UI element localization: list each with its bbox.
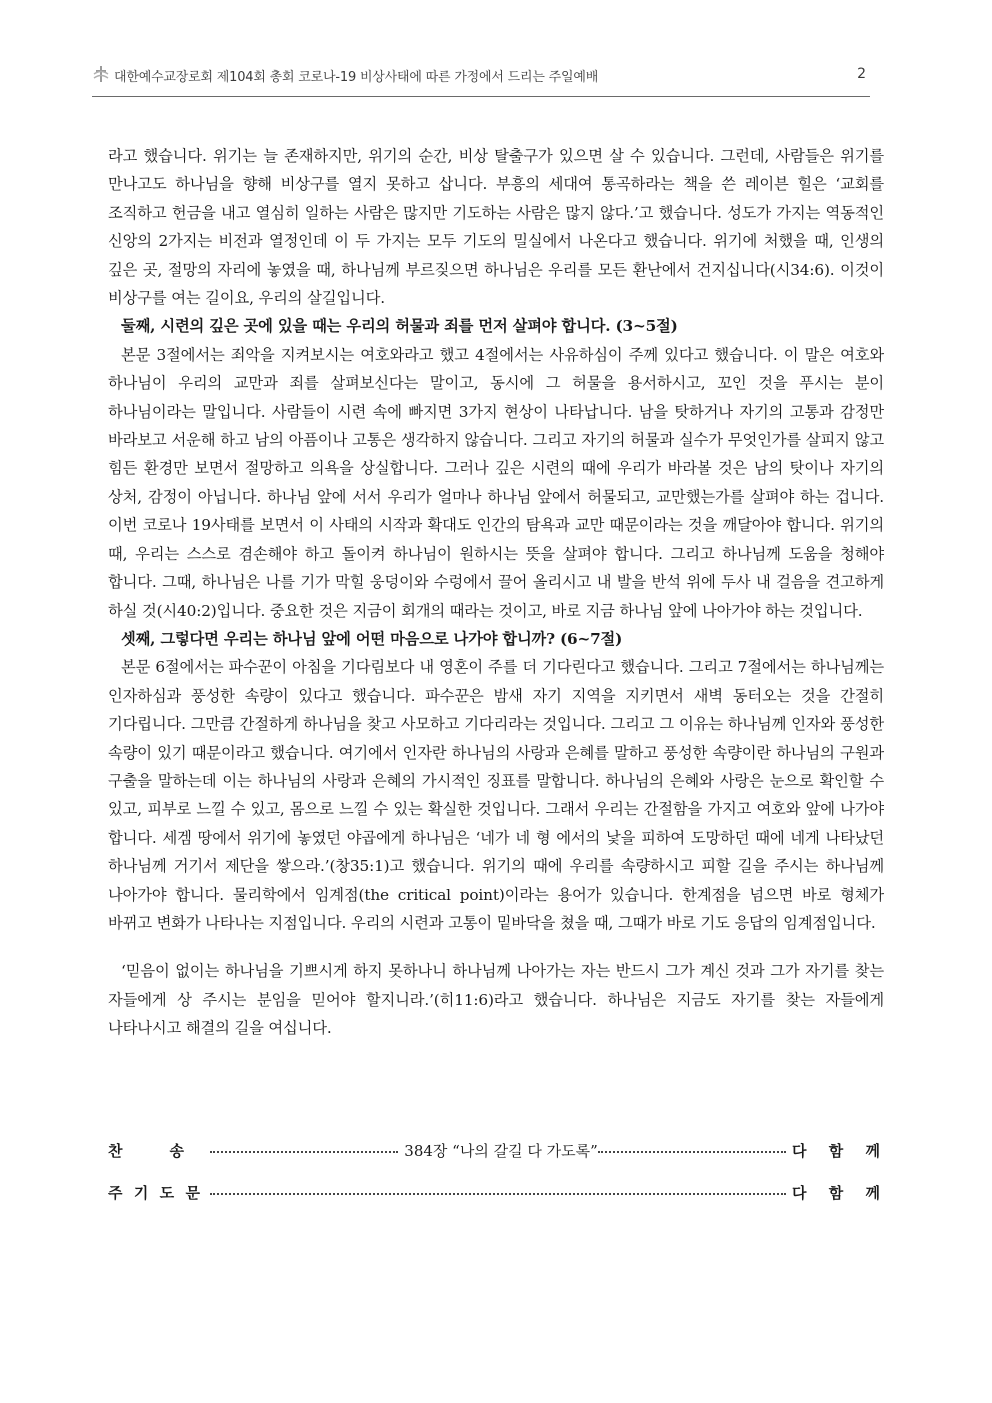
order-participants: 다 함 께 (792, 1141, 880, 1160)
order-item-lords-prayer (108, 1178, 880, 1206)
order-item-hymn (108, 1136, 880, 1164)
order-label: 주 기 도 문 (108, 1183, 200, 1202)
section-heading-3: 셋째, 그렇다면 우리는 하나님 앞에 어떤 마음으로 나가야 합니까? (6~7절) (121, 629, 623, 648)
sermon-body (108, 142, 884, 1043)
dot-leader (210, 1151, 398, 1153)
paragraph-2: 본문 3절에서는 죄악을 지켜보시는 여호와라고 했고 4절에서는 사유하심이 주께 있다고 했습니다. 이 말은 여호와 하나님이 우리의 교만과 죄를 살펴보신다는 말이고, 동시에 그 허물을 용서하시고, 꼬인 것을 푸시는 분이 하나님이라는 말입니다. 사람들이 시련 속에 빠지면 3가지 현상이 나타납니다. 남을 탓하거나 자기의 고통과 감정만 바라보고 서운해 하고 남의 아픔이나 고통은 생각하지 않습니다. 그리고 자기의 허물과 실수가 무엇인가를 살피지 않고 힘든 환경만 보면서 절망하고 의욕을 상실합니다. 그러나 깊은 시련의 때에 우리가 바라볼 것은 남의 탓이나 자기의 상처, 감정이 아닙니다. 하나님 앞에 서서 우리가 얼마나 하나님 앞에서 허물되고, 교만했는가를 살펴야 하는 겁니다. 이번 코로나 19사태를 보면서 이 사태의 시작과 확대도 인간의 탐욕과 교만 때문이라는 것을 깨달아야 합니다. 위기의 때, 우리는 스스로 겸손해야 하고 돌이켜 하나님이 원하시는 뜻을 살펴야 합니다. 그리고 하나님께 도움을 청해야 합니다. 그때, 하나님은 나를 기가 막힐 웅덩이와 수렁에서 끌어 올리시고 내 발을 반석 위에 두사 내 걸음을 견고하게 하실 것(시40:2)입니다. 중요한 것은 지금이 회개의 때라는 것이고, 바로 지금 하나님 앞에 나아가야 하는 것입니다. (108, 345, 884, 620)
paragraph-1: 라고 했습니다. 위기는 늘 존재하지만, 위기의 순간, 비상 탈출구가 있으면 살 수 있습니다. 그런데, 사람들은 위기를 만나고도 하나님을 향해 비상구를 열지 못하고 삽니다. 부흥의 세대여 통곡하라는 책을 쓴 레이븐 힐은 ‘교회를 조직하고 헌금을 내고 열심히 일하는 사람은 많지만 기도하는 사람은 많지 않다.’고 했습니다. 성도가 가지는 역동적인 신앙의 2가지는 비전과 열정인데 이 두 가지는 모두 기도의 밀실에서 나온다고 했습니다. 위기에 처했을 때, 인생의 깊은 곳, 절망의 자리에 놓였을 때, 하나님께 부르짖으면 하나님은 우리를 모든 환난에서 건지십니다(시34:6). 이것이 비상구를 여는 길이요, 우리의 살길입니다. (108, 147, 884, 308)
page-number: 2 (857, 66, 866, 82)
paragraph-3: 본문 6절에서는 파수꾼이 아침을 기다림보다 내 영혼이 주를 더 기다린다고 했습니다. 그리고 7절에서는 하나님께는 인자하심과 풍성한 속량이 있다고 했습니다. 파수꾼은 밤새 자기 지역을 지키면서 새벽 동터오는 것을 간절히 기다립니다. 그만큼 간절하게 하나님을 찾고 사모하고 기다리라는 것입니다. 그리고 그 이유는 하나님께 인자와 풍성한 속량이 있기 때문이라고 했습니다. 여기에서 인자란 하나님의 사랑과 은혜를 말하고 풍성한 속량이란 하나님의 구원과 구출을 말하는데 이는 하나님의 사랑과 은혜의 가시적인 징표를 말합니다. 하나님의 은혜와 사랑은 눈으로 확인할 수 있고, 피부로 느낄 수 있고, 몸으로 느낄 수 있는 확실한 것입니다. 그래서 우리는 간절함을 가지고 여호와 앞에 나가야 합니다. 세겜 땅에서 위기에 놓였던 야곱에게 하나님은 ‘네가 네 형 에서의 낯을 피하여 도망하던 때에 네게 나타났던 하나님께 거기서 제단을 쌓으라.’(창35:1)고 했습니다. 위기의 때에 우리를 속량하시고 피할 길을 주시는 하나님께 나아가야 합니다. 물리학에서 임계점(the critical point)이라는 용어가 있습니다. 한계점을 넘으면 바로 형체가 바뀌고 변화가 나타나는 지점입니다. 우리의 시련과 고통이 밑바닥을 쳤을 때, 그때가 바로 기도 응답의 임계점입니다. (108, 658, 884, 932)
page-header (92, 66, 870, 97)
church-emblem-icon (92, 65, 110, 83)
section-heading-2: 둘째, 시련의 깊은 곳에 있을 때는 우리의 허물과 죄를 먼저 살펴야 합니다. (3~5절) (121, 317, 678, 336)
order-participants: 다 함 께 (792, 1183, 880, 1202)
header-title: 대한예수교장로회 제104회 총회 코로나-19 비상사태에 따른 가정에서 드리는 주일예배 (114, 70, 599, 85)
dot-leader (210, 1193, 786, 1195)
paragraph-4: ‘믿음이 없이는 하나님을 기쁘시게 하지 못하나니 하나님께 나아가는 자는 반드시 그가 계신 것과 그가 자기를 찾는 자들에게 상 주시는 분임을 믿어야 할지니라.’(히11:6)라고 했습니다. 하나님은 지금도 자기를 찾는 자들에게 나타나시고 해결의 길을 여십니다. (108, 962, 884, 1038)
order-leader-line (210, 1189, 786, 1195)
dot-leader (598, 1151, 786, 1153)
hymn-title: 384장 “나의 갈길 다 가도록” (404, 1141, 598, 1160)
order-leader-line (210, 1140, 786, 1161)
order-label: 찬 송 (108, 1141, 184, 1160)
